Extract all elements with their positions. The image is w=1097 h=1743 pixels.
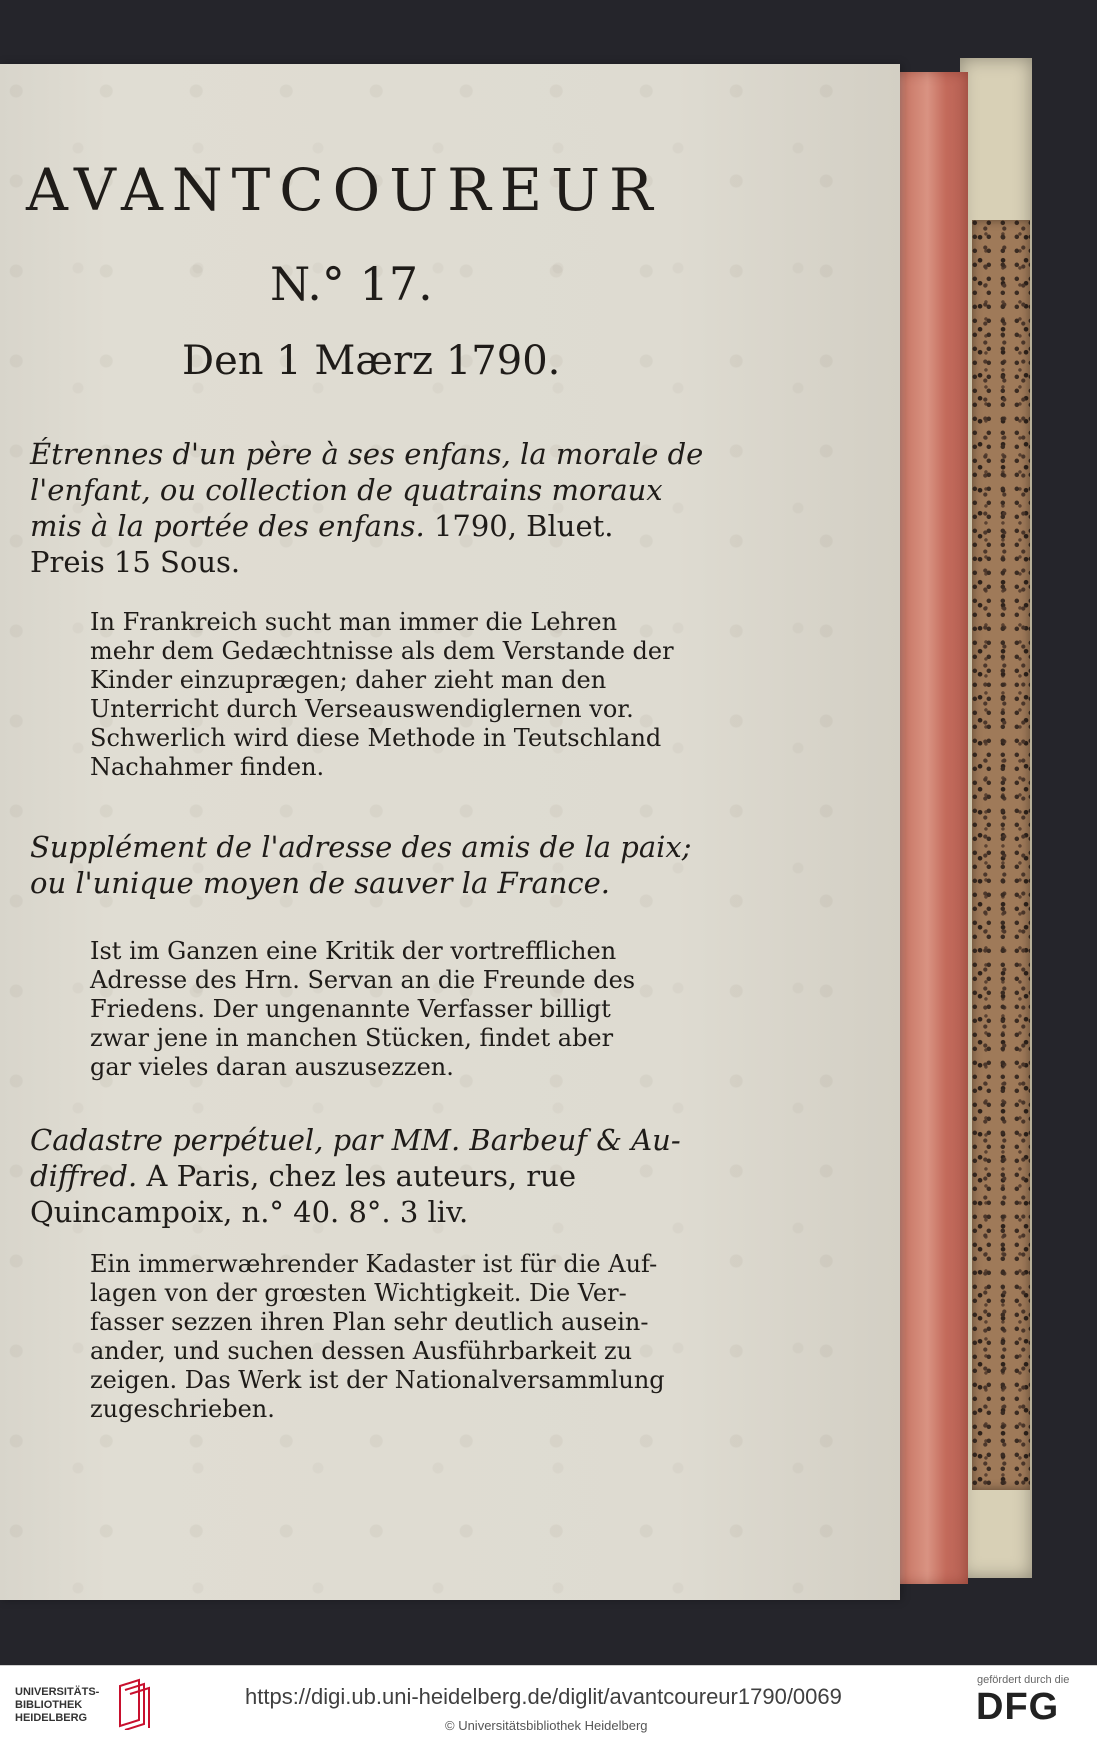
book-page xyxy=(0,64,900,1600)
entry-title-line: ou l'unique moyen de sauver la France. xyxy=(30,866,611,900)
dfg-logo: DFG xyxy=(976,1686,1060,1728)
library-logo-icon xyxy=(114,1678,156,1730)
entry-body-line: ander, und suchen dessen Ausführbarkeit zu xyxy=(90,1337,633,1365)
document-url: https://digi.ub.uni-heidelberg.de/diglit/avantcoureur1790/0069 xyxy=(245,1684,842,1709)
library-name: UNIVERSITÄTS- BIBLIOTHEK HEIDELBERG xyxy=(15,1686,100,1724)
entry-title-line xyxy=(30,1158,720,1194)
entry-title-roman-text: 1790, Bluet. xyxy=(433,509,614,543)
page-title: AVANTCOUREUR xyxy=(26,156,662,224)
entry-title-roman-text: A Paris, chez les auteurs, rue xyxy=(146,1159,576,1193)
entry-title-line: Cadastre perpétuel, par MM. Barbeuf & Au- xyxy=(30,1123,681,1157)
entry-title-line xyxy=(30,508,720,544)
entry-body-line: zugeschrieben. xyxy=(90,1395,275,1423)
entry-title-line: Supplément de l'adresse des amis de la paix; xyxy=(30,830,692,864)
funding-caption: gefördert durch die xyxy=(977,1674,1070,1686)
red-page-edge xyxy=(890,72,968,1584)
entry-body-line: Nachahmer finden. xyxy=(90,753,325,781)
entry-title-text: mis à la portée des enfans. xyxy=(30,509,425,543)
entry-body xyxy=(90,1250,720,1424)
entry-body-line: fasser sezzen ihren Plan sehr deutlich ausein- xyxy=(90,1308,649,1336)
entry-title xyxy=(30,1122,720,1230)
entry-body-line: Ist im Ganzen eine Kritik der vortrefflichen xyxy=(90,937,617,965)
entry-body-line: zwar jene in manchen Stücken, findet aber xyxy=(90,1024,614,1052)
entry-title-text: diffred. xyxy=(30,1159,138,1193)
entry-body-line: Schwerlich wird diese Methode in Teutschland xyxy=(90,724,662,752)
entry-body-line: zeigen. Das Werk ist der Nationalversammlung xyxy=(90,1366,665,1394)
entry-body-line: Adresse des Hrn. Servan an die Freunde des xyxy=(90,966,636,994)
entry-title-line: Étrennes d'un père à ses enfans, la morale de xyxy=(30,437,704,471)
entry-title xyxy=(30,436,720,580)
marbled-book-edge xyxy=(972,220,1030,1490)
entry-body xyxy=(90,937,720,1082)
entry-body-line: mehr dem Gedæchtnisse als dem Verstande der xyxy=(90,637,674,665)
entry-title-line: Quincampoix, n.° 40. 8°. 3 liv. xyxy=(30,1195,469,1229)
entry-body-line: Unterricht durch Verseauswendiglernen vor. xyxy=(90,695,634,723)
entry-body-line: gar vieles daran auszusezzen. xyxy=(90,1053,454,1081)
entry-body-line: In Frankreich sucht man immer die Lehren xyxy=(90,608,618,636)
entry-body-line: Ein immerwæhrender Kadaster ist für die Auf- xyxy=(90,1250,658,1278)
viewer-footer xyxy=(0,1665,1097,1743)
entry-title xyxy=(30,829,720,901)
entry-body-line: Friedens. Der ungenannte Verfasser billigt xyxy=(90,995,611,1023)
issue-date: Den 1 Mærz 1790. xyxy=(182,338,561,384)
copyright-text: © Universitätsbibliothek Heidelberg xyxy=(445,1718,648,1733)
entry-body-line: Kinder einzuprægen; daher zieht man den xyxy=(90,666,607,694)
entry-body-line: lagen von der grœsten Wichtigkeit. Die Ver- xyxy=(90,1279,627,1307)
entry-title-line: Preis 15 Sous. xyxy=(30,545,241,579)
entry-body xyxy=(90,608,720,782)
entry-title-line: l'enfant, ou collection de quatrains moraux xyxy=(30,473,663,507)
issue-number: N.° 17. xyxy=(270,257,433,311)
